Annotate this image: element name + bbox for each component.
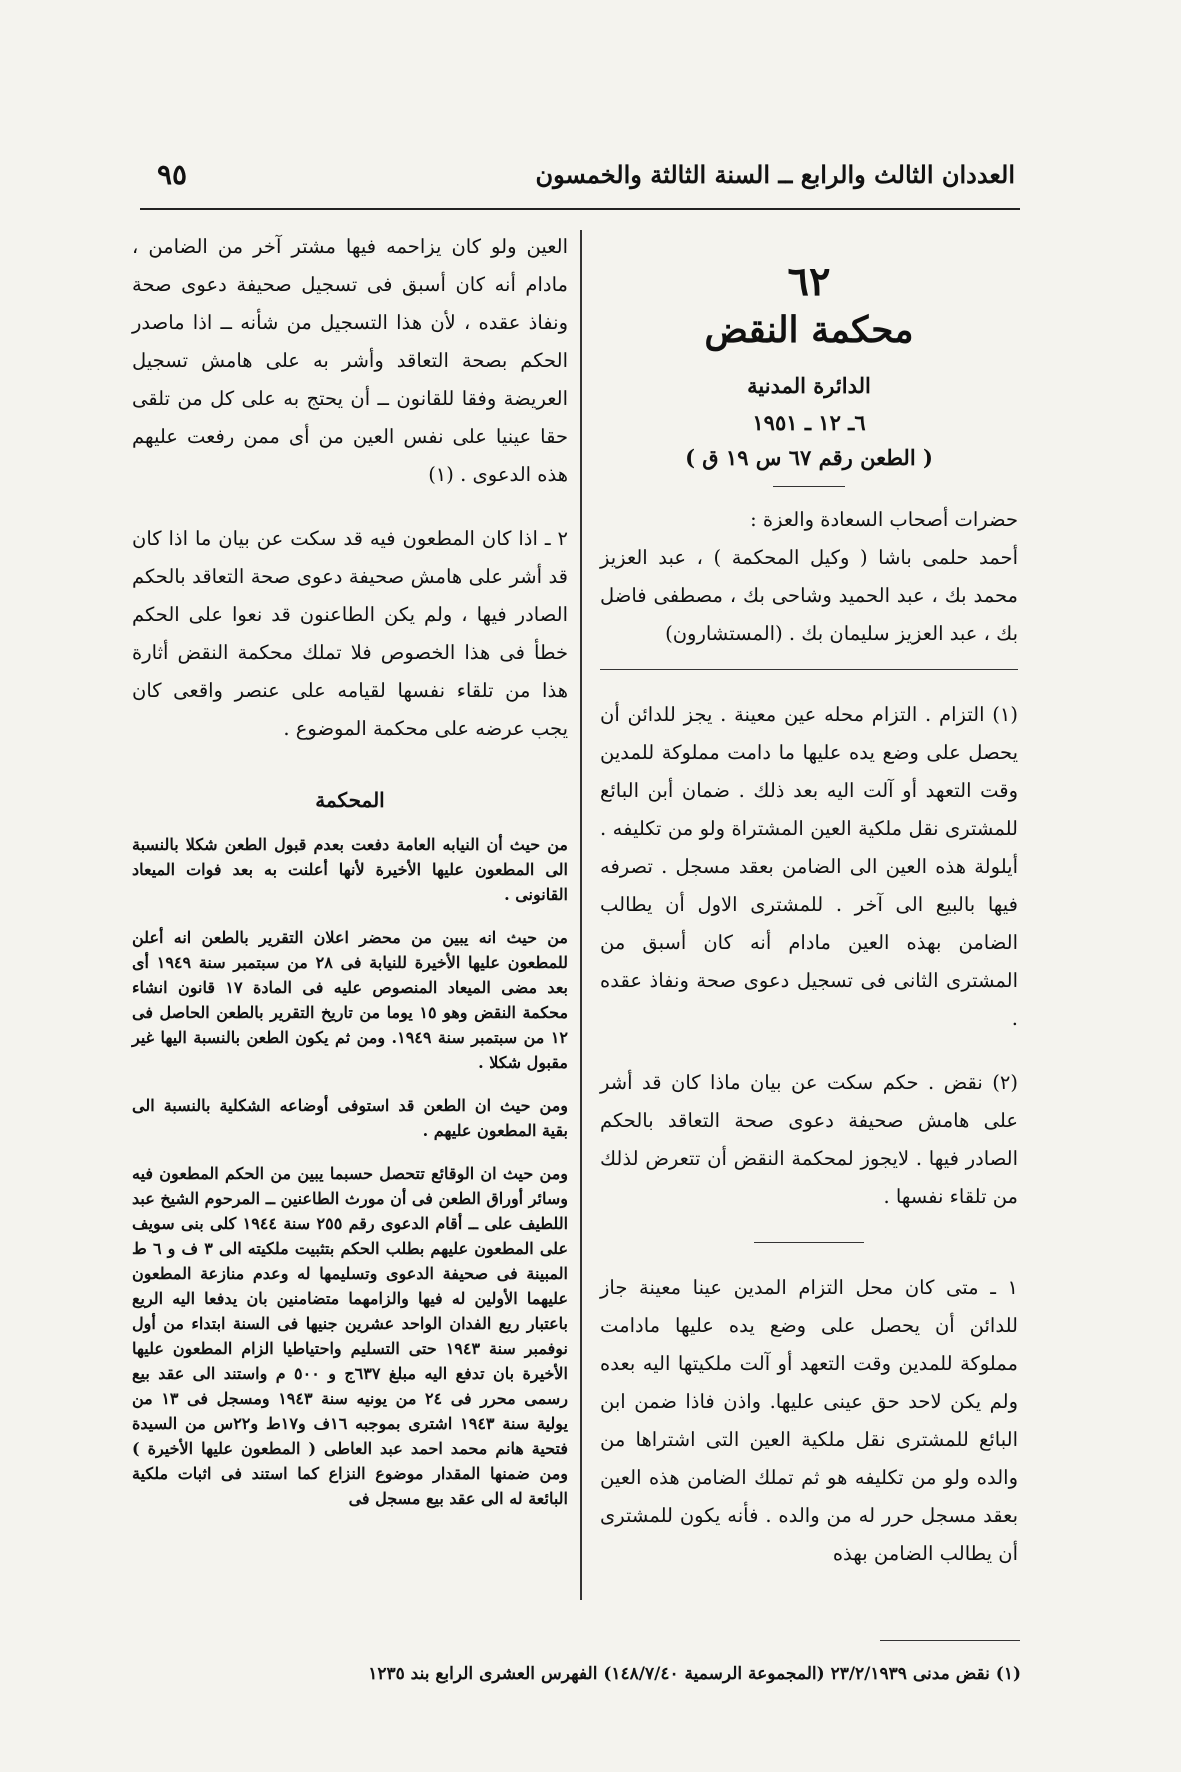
- footnote-rule: [880, 1640, 1020, 1641]
- left-column: [132, 228, 568, 1511]
- bench-members: أحمد حلمى باشا ( وكيل المحكمة ) ، عبد العزيز محمد بك ، عبد الحميد وشاحى بك ، مصطفى فاضل بك ، عبد العزيز سليمان بك . (المستشارون): [600, 546, 1018, 645]
- header-rule: [140, 208, 1020, 210]
- page-number: ٩٥: [157, 158, 188, 191]
- case-number: ٦٢: [787, 258, 831, 305]
- court-name: محكمة النقض: [704, 309, 914, 351]
- running-title: العددان الثالث والرابع ــ السنة الثالثة والخمسون: [535, 160, 1015, 189]
- judgment-paragraph-1: من حيث أن النيابه العامة دفعت بعدم قبول الطعن شكلا بالنسبة الى المطعون عليها الأخيرة لأنها أعلنت به بعد فوات الميعاد القانونى .: [132, 835, 568, 904]
- bench-intro: حضرات أصحاب السعادة والعزة :: [750, 508, 1018, 531]
- case-date: ٦ـ ١٢ ـ ١٩٥١: [752, 410, 866, 435]
- footnote: (١) نقض مدنى ٢٣/٢/١٩٣٩ (المجموعة الرسمية ١٤٨/٧/٤٠) الفهرس العشرى الرابع بند ١٢٣٥: [368, 1664, 1021, 1684]
- circuit-name: الدائرة المدنية: [747, 373, 871, 398]
- column-divider: [580, 230, 582, 1600]
- bench-rule: [600, 669, 1018, 670]
- page-header: [145, 158, 1015, 194]
- title-rule: [773, 486, 845, 487]
- principle-1-continued: العين ولو كان يزاحمه فيها مشتر آخر من الضامن ، مادام أنه كان أسبق فى تسجيل صحيفة دعوى صحة ونفاذ عقده ، لأن هذا التسجيل من شأنه ــ اذا ماصدر الحكم بصحة التعاقد وأشر به على هامش تسجيل العريضة وفقا للقانون ــ أن يحتج به على كل من تلقى حقا عينيا على نفس العين من أى ممن رفعت عليهم هذه الدعوى . (١): [132, 235, 568, 486]
- judgment-heading: المحكمة: [315, 788, 385, 812]
- principle-1-start: ١ ـ متى كان محل التزام المدين عينا معينة جاز للدائن أن يحصل على وضع يده عليها مادامت مملوكة للمدين وقت التعهد أو آلت ملكيتها اليه بعده ولم يكن لاحد حق عينى عليها. واذن فاذا ضمن ابن البائع للمشترى نقل ملكية العين التى اشتراها من والده ولو من تكليفه هو ثم تملك الضامن هذه العين بعقد مسجل حرر له من والده . فأنه يكون للمشترى أن يطالب الضامن بهذه: [600, 1276, 1018, 1565]
- judgment-paragraph-4: ومن حيث ان الوقائع تتحصل حسبما يبين من الحكم المطعون فيه وسائر أوراق الطعن فى أن مورث الطاعنين ــ المرحوم الشيخ عبد اللطيف على ــ أقام الدعوى رقم ٢٥٥ سنة ١٩٤٤ كلى بنى سويف على المطعون عليهم بطلب الحكم بتثبيت ملكيته الى ٣ ف و ٦ ط المبينة فى صحيفة الدعوى وتسليمها له وعدم منازعة المطعون عليهما الأولين له فيها والزامهما متضامنين بان يدفعا اليه الريع باعتبار ريع الفدان الواحد عشرين جنيها فى السنة ابتداء من أول نوفمبر سنة ١٩٤٣ حتى التسليم واحتياطيا الزام المطعون عليها الأخيرة بان تدفع اليه مبلغ ٦٣٧ج و ٥٠٠ م واستند الى عقد بيع رسمى محرر فى ٢٤ من يونيه سنة ١٩٤٣ ومسجل فى ١٣ من يولية سنة ١٩٤٣ اشترى بموجبه ١٦ف و١٧ط و٢٢س من السيدة فتحية هانم محمد احمد عبد العاطى ( المطعون عليها الأخيرة ) ومن ضمنها المقدار موضوع النزاع كما استند فى اثبات ملكية البائعة له الى عقد بيع مسجل فى: [132, 1164, 569, 1508]
- appeal-reference: ( الطعن رقم ٦٧ س ١٩ ق ): [685, 445, 933, 470]
- headnote-2: (٢) نقض . حكم سكت عن بيان ماذا كان قد أشر على هامش صحيفة دعوى صحة التعاقد بالحكم الصادر فيها . لايجوز لمحكمة النقض أن تتعرض لذلك من تلقاء نفسها .: [600, 1071, 1018, 1208]
- bench-composition: [600, 501, 1018, 653]
- judgment-paragraph-3: ومن حيث ان الطعن قد استوفى أوضاعه الشكلية بالنسبة الى بقية المطعون عليهم .: [132, 1096, 568, 1140]
- judgment-paragraph-2: من حيث انه يبين من محضر اعلان التقرير بالطعن انه أعلن للمطعون عليها الأخيرة للنيابة فى ٢٨ من سبتمبر سنة ١٩٤٩ أى بعد مضى الميعاد المنصوص عليه فى المادة ١٧ قانون انشاء محكمة النقض وهو ١٥ يوما من تاريخ التقرير بالطعن الحاصل فى ١٢ من سبتمبر سنة ١٩٤٩. ومن ثم يكون الطعن بالنسبة اليها غير مقبول شكلا .: [132, 928, 569, 1072]
- right-column: [600, 258, 1018, 1573]
- principle-2: ٢ ـ اذا كان المطعون فيه قد سكت عن بيان ما اذا كان قد أشر على هامش صحيفة دعوى صحة التعاقد بالحكم الصادر فيها ، ولم يكن الطاعنون قد نعوا على الحكم خطأ فى هذا الخصوص فلا تملك محكمة النقض أثارة هذا من تلقاء نفسها لقيامه على عنصر واقعى كان يجب عرضه على محكمة الموضوع .: [132, 527, 568, 740]
- headnote-1: (١) التزام . التزام محله عين معينة . يجز للدائن أن يحصل على وضع يده عليها ما دامت مملوكة للمدين وقت التعهد أو آلت اليه بعد ذلك . ضمان أبن البائع للمشترى نقل ملكية العين المشتراة ولو من تكليفه . أيلولة هذه العين الى الضامن بعقد مسجل . تصرفه فيها بالبيع الى آخر . للمشترى الاول أن يطالب الضامن بهذه العين مادام أنه كان أسبق من المشترى الثانى فى تسجيل دعوى صحة ونفاذ عقده .: [600, 703, 1018, 1030]
- section-rule: [754, 1242, 864, 1243]
